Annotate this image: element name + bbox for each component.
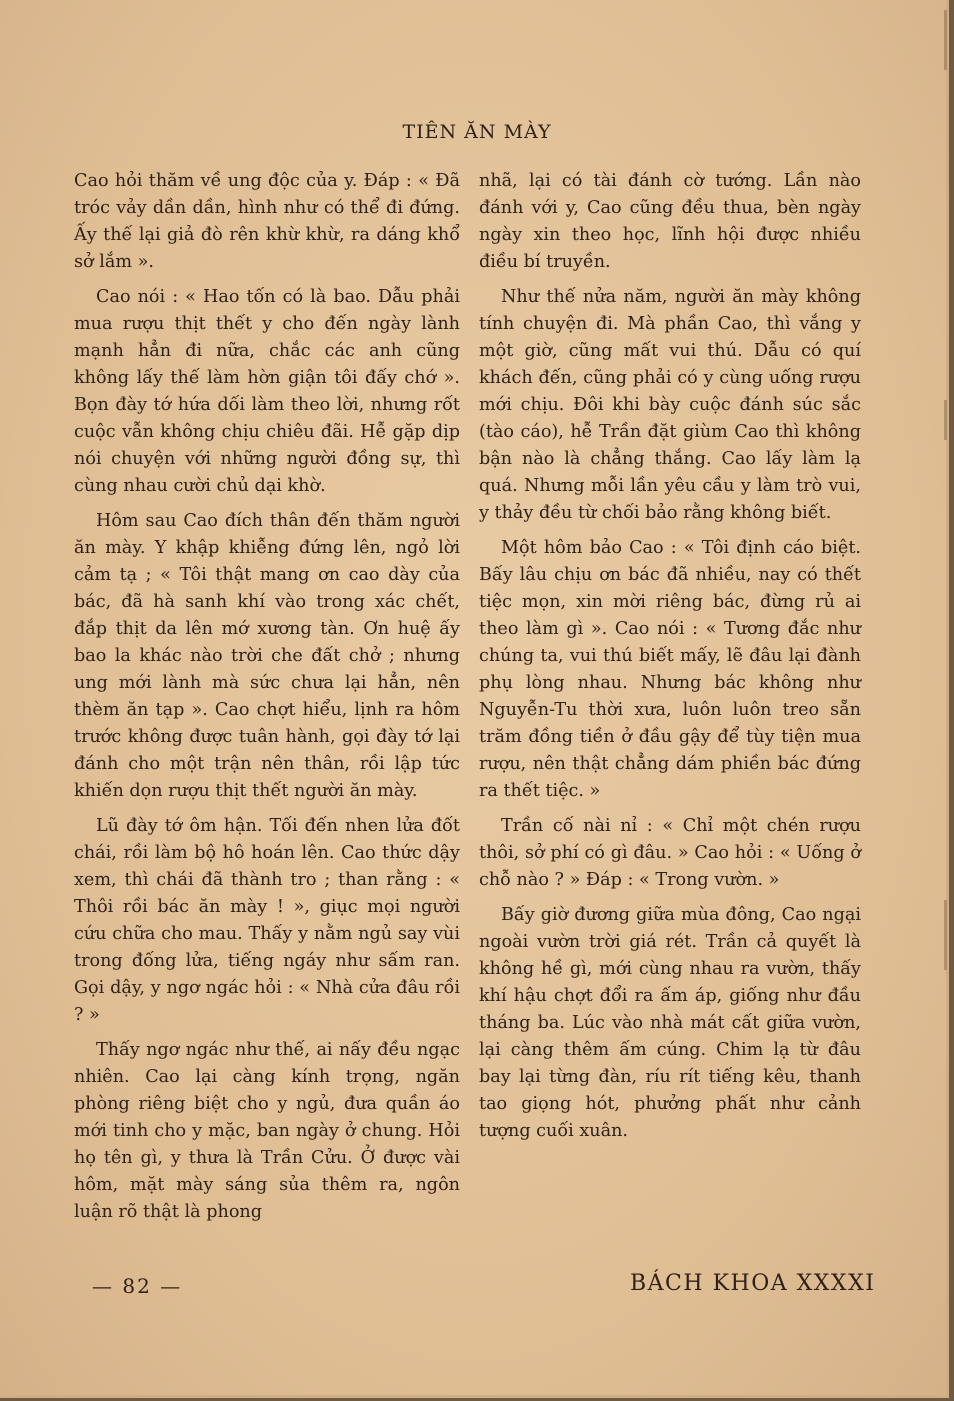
page-edge-mark xyxy=(944,10,947,70)
paragraph: Như thế nửa năm, người ăn mày không tính chuyện đi. Mà phần Cao, thì vắng y một giờ, cũng mất vui thú. Dẫu có quí khách đến, cũng phải có y cùng uống rượu mới chịu. Đôi khi bày cuộc đánh súc sắc (tào cáo), hễ Trần đặt giùm Cao thì không bận nào là chẳng thắng. Cao lấy làm lạ quá. Nhưng mỗi lần yêu cầu y làm trò vui, y thảy đều từ chối bảo rằng không biết. xyxy=(479,287,861,523)
paragraph: Hôm sau Cao đích thân đến thăm người ăn mày. Y khập khiễng đứng lên, ngỏ lời cảm tạ ; « Tôi thật mang ơn cao dày của bác, đã hà sanh khí vào trong xác chết, đắp thịt da lên mớ xương tàn. Ơn huệ ấy bao la khác nào trời che đất chở ; nhưng ung mới lành mà sức chưa lại hẳn, nên thèm ăn tạp ». Cao chợt hiểu, lịnh ra hôm trước không được tuân hành, gọi đày tớ lại đánh cho một trận nên thân, rồi lập tức khiến dọn rượu thịt thết người ăn mày. xyxy=(74,511,460,801)
left-column xyxy=(74,168,460,1234)
page-edge-mark xyxy=(944,900,947,970)
page-edge-mark xyxy=(944,400,947,440)
running-title: TIÊN ĂN MÀY xyxy=(402,121,552,143)
page-number: — 82 — xyxy=(92,1274,183,1298)
paragraph: nhã, lại có tài đánh cờ tướng. Lần nào đánh với y, Cao cũng đều thua, bèn ngày ngày xin theo học, lĩnh hội được nhiều điều bí truyền. xyxy=(479,171,861,272)
paragraph: Cao hỏi thăm về ung độc của y. Đáp : « Đã tróc vảy dần dần, hình như có thể đi đứng. Ấy thế lại giả đò rên khừ khừ, ra dáng khổ sở lắm ». xyxy=(74,171,460,272)
paragraph: Cao nói : « Hao tốn có là bao. Dẫu phải mua rượu thịt thết y cho đến ngày lành mạnh hẳn đi nữa, chắc các anh cũng không lấy thế làm hờn giận tôi đấy chớ ». Bọn đày tớ hứa dối làm theo lời, nhưng rốt cuộc vẫn không chịu chiêu đãi. Hễ gặp dịp nói chuyện với những người đồng sự, thì cùng nhau cười chủ dại khờ. xyxy=(74,287,460,496)
paragraph: Một hôm bảo Cao : « Tôi định cáo biệt. Bấy lâu chịu ơn bác đã nhiều, nay có thết tiệc mọn, xin mời riêng bác, đừng rủ ai theo làm gì ». Cao nói : « Tương đắc như chúng ta, vui thú biết mấy, lẽ đâu lại đành phụ lòng nhau. Nhưng bác không như Nguyễn-Tu thời xưa, luôn luôn treo sẵn trăm đồng tiền ở đầu gậy để tùy tiện mua rượu, nên thật chẳng dám phiền bác đứng ra thết tiệc. » xyxy=(479,538,861,801)
journal-name: BÁCH KHOA XXXXI xyxy=(630,1271,876,1296)
right-column xyxy=(479,168,861,1153)
paragraph: Bấy giờ đương giữa mùa đông, Cao ngại ngoài vườn trời giá rét. Trần cả quyết là không hề gì, mới cùng nhau ra vườn, thấy khí hậu chợt đổi ra ấm áp, giống như đầu tháng ba. Lúc vào nhà mát cất giữa vườn, lại càng thêm ấm cúng. Chim lạ từ đâu bay lại từng đàn, ríu rít tiếng kêu, thanh tao giọng hót, phưởng phất như cảnh tượng cuối xuân. xyxy=(479,905,861,1141)
paragraph: Thấy ngơ ngác như thế, ai nấy đều ngạc nhiên. Cao lại càng kính trọng, ngăn phòng riêng biệt cho y ngủ, đưa quần áo mới tinh cho y mặc, ban ngày ở chung. Hỏi họ tên gì, y thưa là Trần Cửu. Ở được vài hôm, mặt mày sáng sủa thêm ra, ngôn luận rõ thật là phong xyxy=(74,1040,460,1222)
paragraph: Trần cố nài nỉ : « Chỉ một chén rượu thôi, sở phí có gì đâu. » Cao hỏi : « Uống ở chỗ nào ? » Đáp : « Trong vườn. » xyxy=(479,816,861,890)
paragraph: Lũ đày tớ ôm hận. Tối đến nhen lửa đốt chái, rồi làm bộ hô hoán lên. Cao thức dậy xem, thì chái đã thành tro ; than rằng : « Thôi rồi bác ăn mày ! », giục mọi người cứu chữa cho mau. Thấy y nằm ngủ say vùi trong đống lửa, tiếng ngáy như sấm ran. Gọi dậy, y ngơ ngác hỏi : « Nhà cửa đâu rồi ? » xyxy=(74,816,460,1025)
